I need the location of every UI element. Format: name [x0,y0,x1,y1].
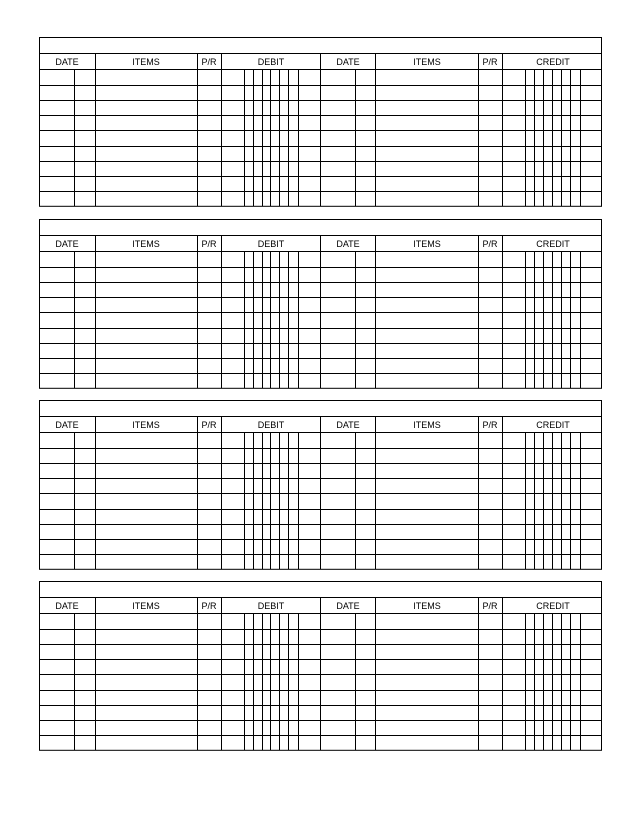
header-pr-credit: P/R [482,420,498,430]
header-credit: CREDIT [536,239,570,249]
header-date-credit: DATE [336,239,360,249]
header-credit: CREDIT [536,57,570,67]
header-date-debit: DATE [55,57,79,67]
header-pr-debit: P/R [201,239,217,249]
header-items-debit: ITEMS [132,57,160,67]
header-items-credit: ITEMS [413,601,441,611]
header-pr-credit: P/R [482,239,498,249]
header-credit: CREDIT [536,420,570,430]
header-date-debit: DATE [55,601,79,611]
header-pr-debit: P/R [201,57,217,67]
header-pr-credit: P/R [482,601,498,611]
header-date-debit: DATE [55,420,79,430]
header-pr-debit: P/R [201,601,217,611]
header-pr-credit: P/R [482,57,498,67]
header-debit: DEBIT [257,601,285,611]
header-debit: DEBIT [257,420,285,430]
header-items-debit: ITEMS [132,239,160,249]
header-debit: DEBIT [257,239,285,249]
header-date-debit: DATE [55,239,79,249]
header-pr-debit: P/R [201,420,217,430]
header-date-credit: DATE [336,601,360,611]
header-items-debit: ITEMS [132,420,160,430]
header-items-debit: ITEMS [132,601,160,611]
header-items-credit: ITEMS [413,420,441,430]
header-debit: DEBIT [257,57,285,67]
header-date-credit: DATE [336,420,360,430]
header-credit: CREDIT [536,601,570,611]
header-date-credit: DATE [336,57,360,67]
header-items-credit: ITEMS [413,57,441,67]
header-items-credit: ITEMS [413,239,441,249]
